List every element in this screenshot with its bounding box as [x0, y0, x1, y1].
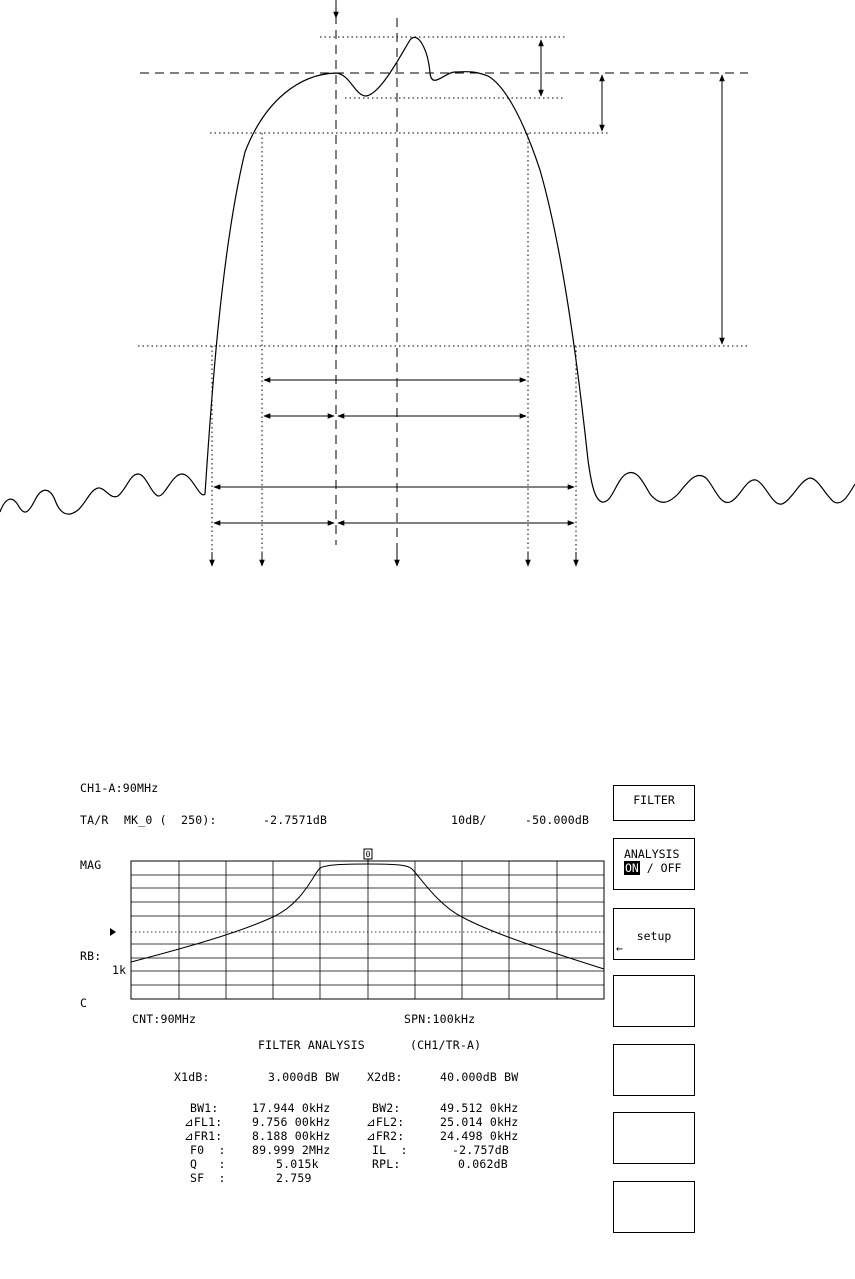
param-label: Q :	[190, 1157, 226, 1171]
param-value: 5.015k	[276, 1157, 319, 1171]
x2-value: 40.000dB BW	[440, 1070, 519, 1084]
format-label: MAG	[80, 858, 102, 872]
param-value: -2.757dB	[452, 1143, 509, 1157]
setup-softkey-label: setup	[636, 929, 672, 943]
rbw-label: RB:	[80, 949, 102, 963]
filter-softkey-label: FILTER	[633, 793, 675, 807]
ref-pointer-icon	[110, 928, 116, 936]
param-value: 8.188 00kHz	[252, 1129, 331, 1143]
param-value: 25.014 0kHz	[440, 1115, 519, 1129]
param-label: BW1:	[190, 1101, 219, 1115]
analysis-softkey[interactable]	[613, 838, 695, 890]
param-value: 0.062dB	[458, 1157, 508, 1171]
param-label: BW2:	[372, 1101, 401, 1115]
param-label: ⊿FL1:	[184, 1115, 223, 1129]
param-label: RPL:	[372, 1157, 401, 1171]
param-label: IL :	[372, 1143, 408, 1157]
analysis-title: FILTER ANALYSIS	[258, 1038, 365, 1052]
param-label: F0 :	[190, 1143, 226, 1157]
softkey-blank-6[interactable]	[613, 1112, 695, 1164]
analysis-toggle	[624, 861, 694, 875]
marker-value: -2.7571dB	[263, 813, 328, 827]
param-label: ⊿FL2:	[366, 1115, 405, 1129]
scale-label: 10dB/	[451, 813, 487, 827]
x1-label: X1dB:	[174, 1070, 210, 1084]
ref-level: -50.000dB	[525, 813, 590, 827]
softkey-blank-5[interactable]	[613, 1044, 695, 1096]
param-value: 2.759	[276, 1171, 312, 1185]
x1-value: 3.000dB BW	[268, 1070, 340, 1084]
param-label: ⊿FR1:	[184, 1129, 223, 1143]
param-value: 89.999 2MHz	[252, 1143, 331, 1157]
x2-label: X2dB:	[367, 1070, 403, 1084]
setup-softkey[interactable]	[613, 908, 695, 960]
span-label: SPN:100kHz	[404, 1012, 476, 1026]
analysis-on-state: ON	[625, 861, 639, 875]
marker-readout: MK_0 ( 250):	[124, 813, 217, 827]
return-arrow-icon: ←	[616, 941, 623, 955]
softkey-blank-7[interactable]	[613, 1181, 695, 1233]
filter-softkey[interactable]	[613, 785, 695, 821]
param-value: 24.498 0kHz	[440, 1129, 519, 1143]
softkey-blank-4[interactable]	[613, 975, 695, 1027]
param-value: 49.512 0kHz	[440, 1101, 519, 1115]
filter-response-curve	[0, 37, 855, 514]
marker-badge-label: 0	[365, 850, 371, 859]
coupling-label: C	[80, 996, 88, 1010]
rbw-value: 1k	[112, 963, 127, 977]
channel-label: CH1-A:90MHz	[80, 781, 159, 795]
param-label: SF :	[190, 1171, 226, 1185]
filter-response-diagram	[0, 0, 855, 600]
param-value: 17.944 0kHz	[252, 1101, 331, 1115]
analysis-softkey-label: ANALYSIS	[624, 847, 680, 861]
trace-graph	[108, 845, 608, 1015]
param-label: ⊿FR2:	[366, 1129, 405, 1143]
trace-id: TA/R	[80, 813, 109, 827]
analysis-source: (CH1/TR-A)	[410, 1038, 482, 1052]
param-value: 9.756 00kHz	[252, 1115, 331, 1129]
center-frequency: CNT:90MHz	[132, 1012, 197, 1026]
analysis-off-state: / OFF	[646, 861, 682, 875]
